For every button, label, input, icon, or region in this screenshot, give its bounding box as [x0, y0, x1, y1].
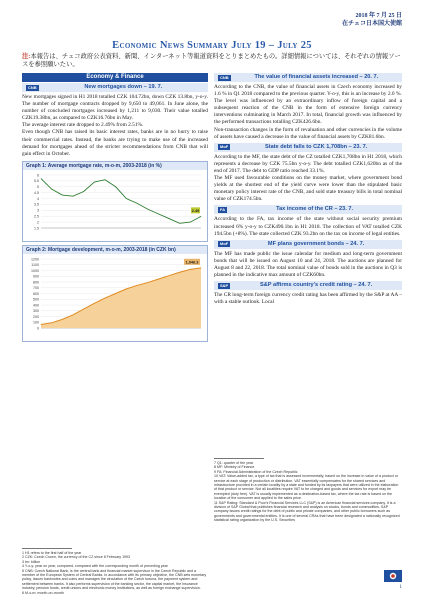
data-point — [115, 186, 116, 187]
data-point — [73, 314, 74, 315]
article-body — [214, 154, 402, 204]
data-point — [115, 293, 116, 294]
article-body — [214, 292, 402, 306]
left-column — [22, 73, 208, 342]
data-point — [73, 196, 74, 197]
data-point — [94, 303, 95, 304]
source-badge: FA — [220, 206, 226, 212]
footnote: 2 CZK: Czech Crown, the currency of the CZ since 8 February 1993 — [22, 555, 131, 560]
paragraph: Even though CNB has raised its basic interest rates, banks are in no hurry to raise their commercial rates. Instead, the banks are trying to make use of the increased demand for mortgages ahead of the stricter recommendations from CNB that will gain effect in October. — [22, 129, 208, 157]
paragraph: Non-transaction changes in the form of revaluation and other currencies in the volume of assets have caused a decrease in the value of financial assets by CZK81.6bn. — [214, 126, 402, 140]
data-point — [169, 218, 170, 219]
y-tick-label: 1100 — [31, 262, 39, 267]
article-body — [22, 94, 208, 158]
source-badge: CNB — [220, 74, 229, 80]
subsection-new-mortgages — [22, 83, 208, 92]
footnote: 9 FA: Financial Administration of the Czech Republic — [214, 469, 298, 474]
subsection-government-bonds — [214, 240, 402, 249]
footnote: 11 S&P Rating: Standard & Poor's Financial Services LLC (S&P) is an American financial services company. It is a division of S&P Global that publishes financial research and analysis on stocks, bonds and commodities. S&P company issues credit ratings for the debt of public and private companies, and other public borrowers such as governments and governmental entities. It is one of several CRAs that have been designated a nationally recognized statistical rating organization by the U.S. Securities — [214, 500, 400, 523]
data-point — [169, 275, 170, 276]
paragraph: The CR long-term foreign currency credit rating has been affirmed by the S&P at AA – with a stable outlook. Local — [214, 292, 402, 306]
paragraph: According to the MF, the state debt of the CZ totalled CZK1,708bn in H1 2018, which represents a decrease by CZK 75.5bn y-o-y. The debt totalled CZK1,620bn as of the end of 2017. The debt to GDP ratio reached 33.1%. — [214, 153, 402, 174]
y-tick-label: 600 — [33, 291, 39, 296]
footnote-divider — [22, 548, 72, 549]
section-header-economy: Economy & Finance — [22, 73, 208, 82]
y-tick-label: 6 — [37, 173, 39, 178]
data-point — [147, 209, 148, 210]
source-badge: MoF — [220, 144, 229, 150]
subsection-title: Tax income of the CR – 23. 7. — [276, 206, 354, 213]
y-tick-label: 1.5 — [34, 226, 39, 231]
y-tick-label: 400 — [33, 303, 39, 308]
source-badge: MoF — [220, 241, 229, 247]
data-point — [83, 309, 84, 310]
right-column — [214, 73, 402, 306]
y-tick-label: 800 — [33, 280, 39, 285]
data-point — [147, 282, 148, 283]
data-point — [179, 223, 180, 224]
data-point — [190, 269, 191, 270]
subsection-credit-rating — [214, 281, 402, 290]
data-point — [126, 288, 127, 289]
data-point — [51, 322, 52, 323]
y-tick-label: 100 — [33, 320, 39, 325]
y-tick-label: 1200 — [31, 257, 39, 262]
data-point — [158, 213, 159, 214]
footnote: 1 H1 refers to the first half of the year — [22, 551, 82, 555]
intro-text: 本報告は、チェコ政府公表資料、新聞、インターネット等報道資料をとりまとめたもの。詳細情報については、それぞれの情報ソースを参照願いたい。 — [22, 53, 401, 68]
data-point — [137, 285, 138, 286]
document-header — [342, 12, 402, 28]
data-point — [137, 203, 138, 204]
footnote: 7 Q1: quarter of the year — [214, 461, 254, 465]
intro-note — [22, 53, 402, 69]
paragraph: New mortgages signed in H1 2018 totalled CZK 104.72bn, down CZK 13.8bn, y-o-y. The number of mortgage contracts dropped by 9,650 to 49,061. In June alone, the number of concluded mortgages increased by 1,211 to 9,030. Their value totalled CZK19.38bn, as compared to CZK16.76bn in May. — [22, 94, 208, 122]
subsection-title: New mortgages down – 19. 7. — [84, 84, 163, 90]
y-tick-label: 1000 — [31, 268, 39, 273]
data-point — [126, 198, 127, 199]
intro-lead: 注: — [22, 53, 31, 60]
y-tick-label: 4.5 — [34, 190, 39, 195]
data-point — [94, 182, 95, 183]
data-point — [201, 216, 202, 217]
source-badge: S&P — [220, 282, 229, 288]
data-point — [179, 272, 180, 273]
data-point — [41, 178, 42, 179]
source-badge: CNB — [28, 84, 37, 90]
article-body — [214, 251, 402, 279]
y-tick-label: 200 — [33, 314, 39, 319]
end-value-label: 2.49 — [191, 208, 200, 213]
footnotes-left — [22, 548, 208, 595]
series-line — [41, 178, 201, 223]
end-value-label: 1,046.3 — [185, 260, 199, 265]
header-issuer: 在チェコ日本国大使館 — [342, 21, 402, 27]
paragraph: The MF used favourable conditions on the money market, where government bond yields at the shortest end of the yield curve were lower than the stipulated basic monetary policy interest rate of the CNB, and sold state treasury bills in total nominal value of CZK174.5bn. — [214, 175, 402, 203]
series-area — [41, 268, 201, 328]
data-point — [62, 195, 63, 196]
footnote: 4 Y-o-y: year on year, compared, compared with the corresponding month of preceding year — [22, 564, 168, 569]
data-point — [158, 279, 159, 280]
article-body — [214, 216, 402, 237]
footnote-divider — [214, 458, 264, 459]
y-tick-label: 500 — [33, 297, 39, 302]
graph-title: Graph 1: Average mortgage rate, m-o-m, 2003-2018 (in %) — [23, 162, 207, 170]
subsection-title: State debt falls to CZK 1,708bn – 23. 7. — [264, 143, 368, 150]
graph-mortgage-rate — [22, 161, 208, 242]
y-tick-label: 5 — [37, 184, 39, 189]
y-tick-label: 4 — [37, 196, 39, 201]
footnote: 5 CNB: Czech National Bank, is the central bank and financial market supervisor in the Czech Republic and a member of the European System of Central Banks. In accordance with its primary objective, the CNB sets monetary policy, issues banknotes and coins and manages the circulation of the Czech koruna, the payment system and settlement between banks. It also performs supervision of the banking sector, the capital market, the insurance industry, pension funds, credit unions and electronic money institutions, as well as foreign exchange supervision. — [22, 568, 207, 591]
y-tick-label: 700 — [33, 285, 39, 290]
subsection-title: S&P affirms country's credit rating – 24. 7. — [260, 282, 373, 289]
footnotes-right — [214, 458, 402, 523]
data-point — [201, 267, 202, 268]
mortgage-rate-chart — [23, 170, 207, 236]
page-title: Economic News Summary July 19 – July 25 — [112, 40, 312, 51]
subsection-tax-income — [214, 205, 402, 214]
y-tick-label: 900 — [33, 274, 39, 279]
paragraph: According to the CNB, the value of financial assets in Czech economy increased by 1.6 % in Q1 2018 compared to the previous quarter. Y-o-y, this is an increase by 2.0 %. — [214, 84, 402, 98]
y-tick-label: 0 — [37, 326, 39, 331]
footnote: 6 M-o-m: month-on-month — [22, 590, 64, 595]
data-point — [105, 298, 106, 299]
article-body — [214, 84, 402, 141]
y-tick-label: 5.5 — [34, 179, 39, 184]
subsection-state-debt — [214, 143, 402, 152]
header-date: 2018 年 7 月 25 日 — [355, 13, 402, 19]
data-point — [51, 189, 52, 190]
paragraph: According to the FA, tax income of the state without social security premium increased 6% y-o-y to CZK490.1bn in H1 2018. The collection of VAT totalled CZK 194.5bn (+8%). The state collected CZK 93.2bn on the tax on income of legal entities. — [214, 216, 402, 237]
embassy-logo-icon — [384, 570, 402, 582]
footnote: 10 VAT: Value-added tax, a type of tax that is assessed incrementally, based on the increase in value of a product or service at each stage of production or distribution. VAT essentially compensates for the shared services and infrastructure provided in a certain locality by a state and funded by its taxpayers that were utilized in the elaboration of that product or service. Not all localities require VAT to be charged and goods and services for export may be exempted (duty free). VAT is usually implemented as a destination-based tax, where the tax rate is based on the location of the consumer and applied to the sales price. — [214, 474, 399, 501]
graph-mortgage-development — [22, 245, 208, 342]
paragraph: The average interest rate dropped to 2.49% from 2.51%. — [22, 122, 144, 129]
y-tick-label: 3.5 — [34, 202, 39, 207]
subsection-title: The value of financial assets increased – 20. 7. — [254, 74, 379, 80]
graph-title: Graph 2: Mortgage development, m-o-m, 2003-2018 (in CZK bn) — [23, 246, 207, 254]
paragraph: The level was influenced by an extraordinary inflow of foreign capital and a subsequent reaction of the CNB in the form of extensive foreign currency interventions culminating in March 2017. In total, financial growth was influenced by the performed transactions totalling CZK426.6bn. — [214, 98, 402, 126]
data-point — [41, 324, 42, 325]
data-point — [190, 222, 191, 223]
paragraph: The MF has made public the issue calendar for medium and long-term government bonds that will be issued on August 10 and 24, 2018. The auctions are planned for August 8 and 22, 2018. The total nominal value of bonds sold in the auctions in Q3 is planned in the indicative max amount of CZK60bn. — [214, 250, 402, 278]
page-number: 1 — [399, 585, 402, 590]
footnote: 8 MF: Ministry of Finance — [214, 465, 255, 470]
data-point — [83, 191, 84, 192]
y-tick-label: 2.5 — [34, 214, 39, 219]
y-tick-label: 2 — [37, 220, 39, 225]
data-point — [62, 319, 63, 320]
data-point — [105, 179, 106, 180]
mortgage-development-chart — [23, 254, 207, 336]
y-tick-label: 3 — [37, 208, 39, 213]
footnote: 3 bn: billion — [22, 559, 41, 564]
subsection-financial-assets — [214, 73, 402, 82]
y-tick-label: 300 — [33, 308, 39, 313]
subsection-title: MF plans government bonds – 24. 7. — [267, 240, 365, 247]
